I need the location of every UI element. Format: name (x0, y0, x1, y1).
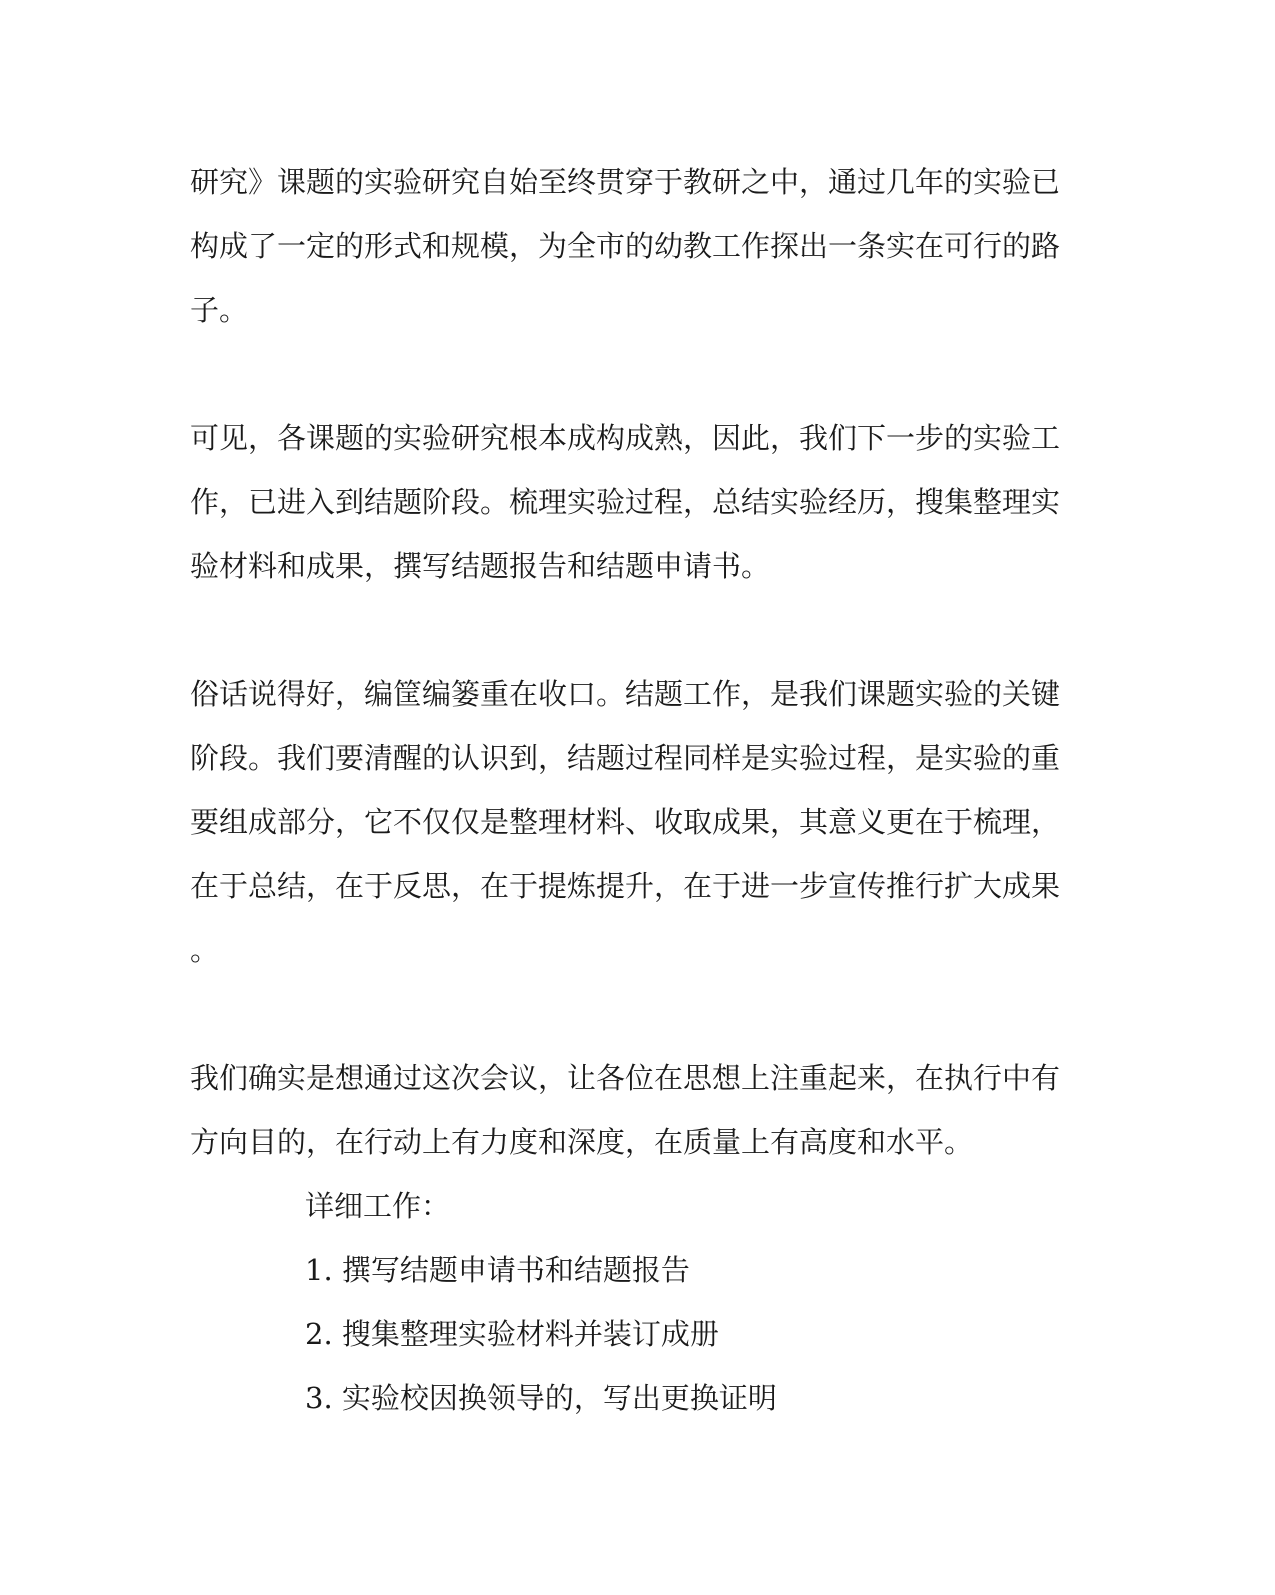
work-heading: 详细工作： (305, 1189, 451, 1223)
text-line: 。 (190, 933, 220, 967)
text-line: 阶段。我们要清醒的认识到，结题过程同样是实验过程，是实验的重 (190, 741, 1061, 775)
text-line: 方向目的，在行动上有力度和深度，在质量上有高度和水平。 (190, 1125, 974, 1159)
text-line: 可见，各课题的实验研究根本成构成熟，因此，我们下一步的实验工 (190, 421, 1061, 455)
text-line: 在于总结，在于反思，在于提炼提升，在于进一步宣传推行扩大成果 (190, 869, 1061, 903)
text-line: 作，已进入到结题阶段。梳理实验过程，总结实验经历，搜集整理实 (190, 485, 1061, 519)
text-line: 我们确实是想通过这次会议，让各位在思想上注重起来，在执行中有 (190, 1061, 1061, 1095)
work-item: 1. 撰写结题申请书和结题报告 (305, 1253, 690, 1287)
text-line: 研究》课题的实验研究自始至终贯穿于教研之中，通过几年的实验已 (190, 165, 1061, 199)
text-line: 验材料和成果，撰写结题报告和结题申请书。 (190, 549, 771, 583)
text-line: 子。 (190, 293, 249, 327)
work-item: 2. 搜集整理实验材料并装订成册 (305, 1317, 719, 1351)
work-item: 3. 实验校因换领导的，写出更换证明 (305, 1381, 777, 1415)
text-line: 要组成部分，它不仅仅是整理材料、收取成果，其意义更在于梳理， (190, 805, 1061, 839)
text-line: 俗话说得好，编筐编篓重在收口。结题工作，是我们课题实验的关键 (190, 677, 1061, 711)
text-line: 构成了一定的形式和规模，为全市的幼教工作探出一条实在可行的路 (190, 229, 1061, 263)
